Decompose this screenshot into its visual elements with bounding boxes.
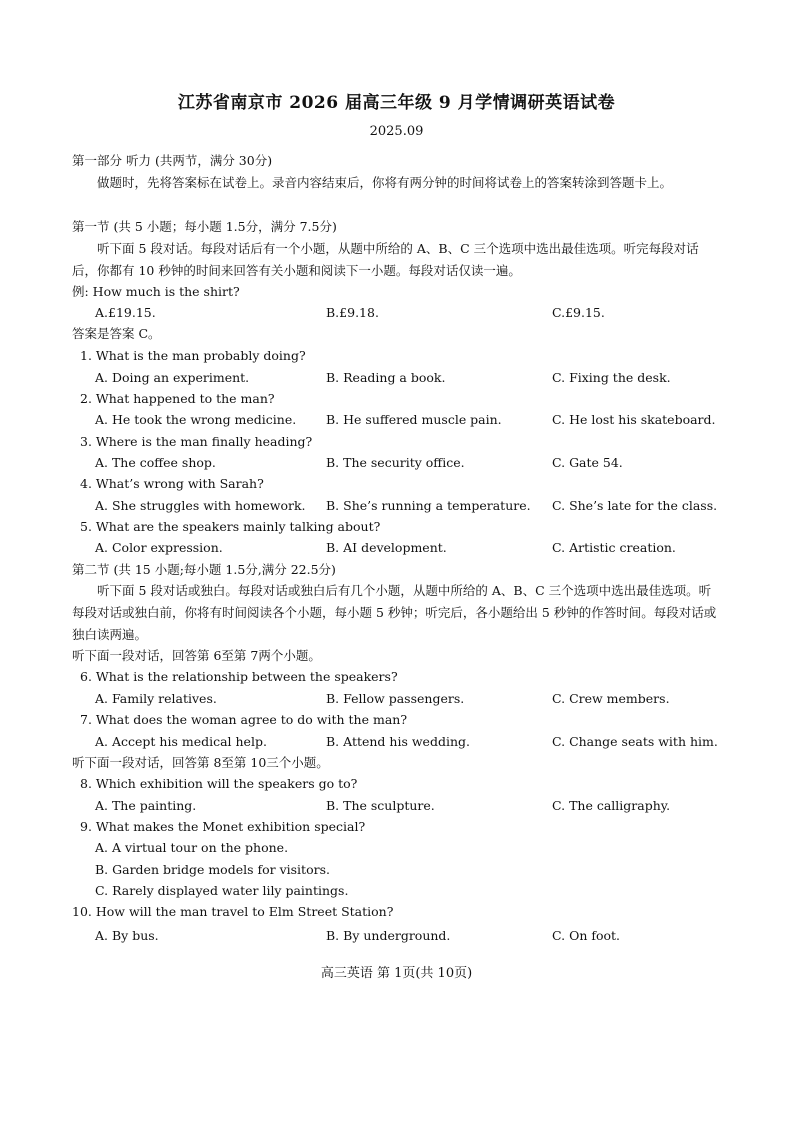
option-a: A. A virtual tour on the phone.: [95, 840, 289, 855]
option-b: B. Attend his wedding.: [326, 734, 470, 749]
question-text: 2. What happened to the man?: [80, 391, 275, 406]
option-a: A. He took the wrong medicine.: [95, 412, 297, 427]
option-a: A. By bus.: [95, 928, 159, 943]
example-question: 例: How much is the shirt?: [72, 284, 240, 299]
option-a: A. Accept his medical help.: [95, 734, 267, 749]
option-c: C. Gate 54.: [552, 455, 623, 470]
option-c: C. The calligraphy.: [552, 798, 671, 813]
option-b: B. AI development.: [326, 540, 447, 555]
option-c: C. Change seats with him.: [552, 734, 718, 749]
example-option-b: B.£9.18.: [326, 305, 379, 320]
dialog1-intro: 听下面一段对话，回答第 6至第 7两个小题。: [72, 648, 321, 663]
option-c: C. Rarely displayed water lily paintings.: [95, 883, 349, 898]
option-b: B. He suffered muscle pain.: [326, 412, 502, 427]
question-text: 3. Where is the man finally heading?: [80, 434, 313, 449]
section2-heading: 第二节 (共 15 小题;每小题 1.5分,满分 22.5分): [72, 562, 336, 577]
question-text: 4. What’s wrong with Sarah?: [80, 476, 264, 491]
dialog2-intro: 听下面一段对话，回答第 8至第 10三个小题。: [72, 755, 329, 770]
question-text: 10. How will the man travel to Elm Street Station?: [72, 904, 394, 919]
section1-heading: 第一节 (共 5 小题；每小题 1.5分，满分 7.5分): [72, 219, 337, 234]
option-b: B. Garden bridge models for visitors.: [95, 862, 330, 877]
part1-instruction: 做题时，先将答案标在试卷上。录音内容结束后，你将有两分钟的时间将试卷上的答案转涂到答题卡上。: [97, 175, 673, 190]
part1-heading: 第一部分 听力 (共两节，满分 30分): [72, 153, 273, 168]
question-text: 1. What is the man probably doing?: [80, 348, 306, 363]
question-text: 9. What makes the Monet exhibition special?: [80, 819, 366, 834]
exam-date: 2025.09: [369, 124, 424, 139]
option-b: B. By underground.: [326, 928, 451, 943]
option-a: A. The coffee shop.: [95, 455, 216, 470]
question-text: 5. What are the speakers mainly talking about?: [80, 519, 381, 534]
section1-instruction: 听下面 5 段对话。每段对话后有一个小题，从题中所给的 A、B、C 三个选项中选出最佳选项。听完每段对话后，你都有 10 秒钟的时间来回答有关小题和阅读下一小题。每段对话仅读一遍。: [72, 241, 699, 278]
option-c: C. Crew members.: [552, 691, 670, 706]
question-text: 8. Which exhibition will the speakers go to?: [80, 776, 358, 791]
option-b: B. Fellow passengers.: [326, 691, 465, 706]
section2-instruction: 听下面 5 段对话或独白。每段对话或独白后有几个小题，从题中所给的 A、B、C 三个选项中选出最佳选项。听每段对话或独白前，你将有时间阅读各个小题，每小题 5 秒钟；听完后，各小题给出 5 秒钟的作答时间。每段对话或独白读两遍。: [72, 583, 717, 642]
example-option-c: C.£9.15.: [552, 305, 605, 320]
option-a: A. She struggles with homework.: [95, 498, 306, 513]
option-a: A. The painting.: [95, 798, 197, 813]
example-answer: 答案是答案 C。: [72, 326, 161, 341]
option-c: C. On foot.: [552, 928, 621, 943]
exam-title: 江苏省南京市 2026 届高三年级 9 月学情调研英语试卷: [177, 93, 616, 113]
option-c: C. Artistic creation.: [552, 540, 676, 555]
option-b: B. The sculpture.: [326, 798, 435, 813]
example-option-a: A.£19.15.: [95, 305, 156, 320]
page-footer: 高三英语 第 1页(共 10页): [320, 966, 473, 981]
option-a: A. Family relatives.: [95, 691, 217, 706]
option-b: B. She’s running a temperature.: [326, 498, 531, 513]
option-a: A. Doing an experiment.: [95, 370, 250, 385]
option-c: C. Fixing the desk.: [552, 370, 671, 385]
option-a: A. Color expression.: [95, 540, 223, 555]
question-text: 7. What does the woman agree to do with the man?: [80, 712, 408, 727]
option-c: C. She’s late for the class.: [552, 498, 718, 513]
option-b: B. Reading a book.: [326, 370, 446, 385]
option-b: B. The security office.: [326, 455, 465, 470]
option-c: C. He lost his skateboard.: [552, 412, 716, 427]
question-text: 6. What is the relationship between the speakers?: [80, 669, 398, 684]
